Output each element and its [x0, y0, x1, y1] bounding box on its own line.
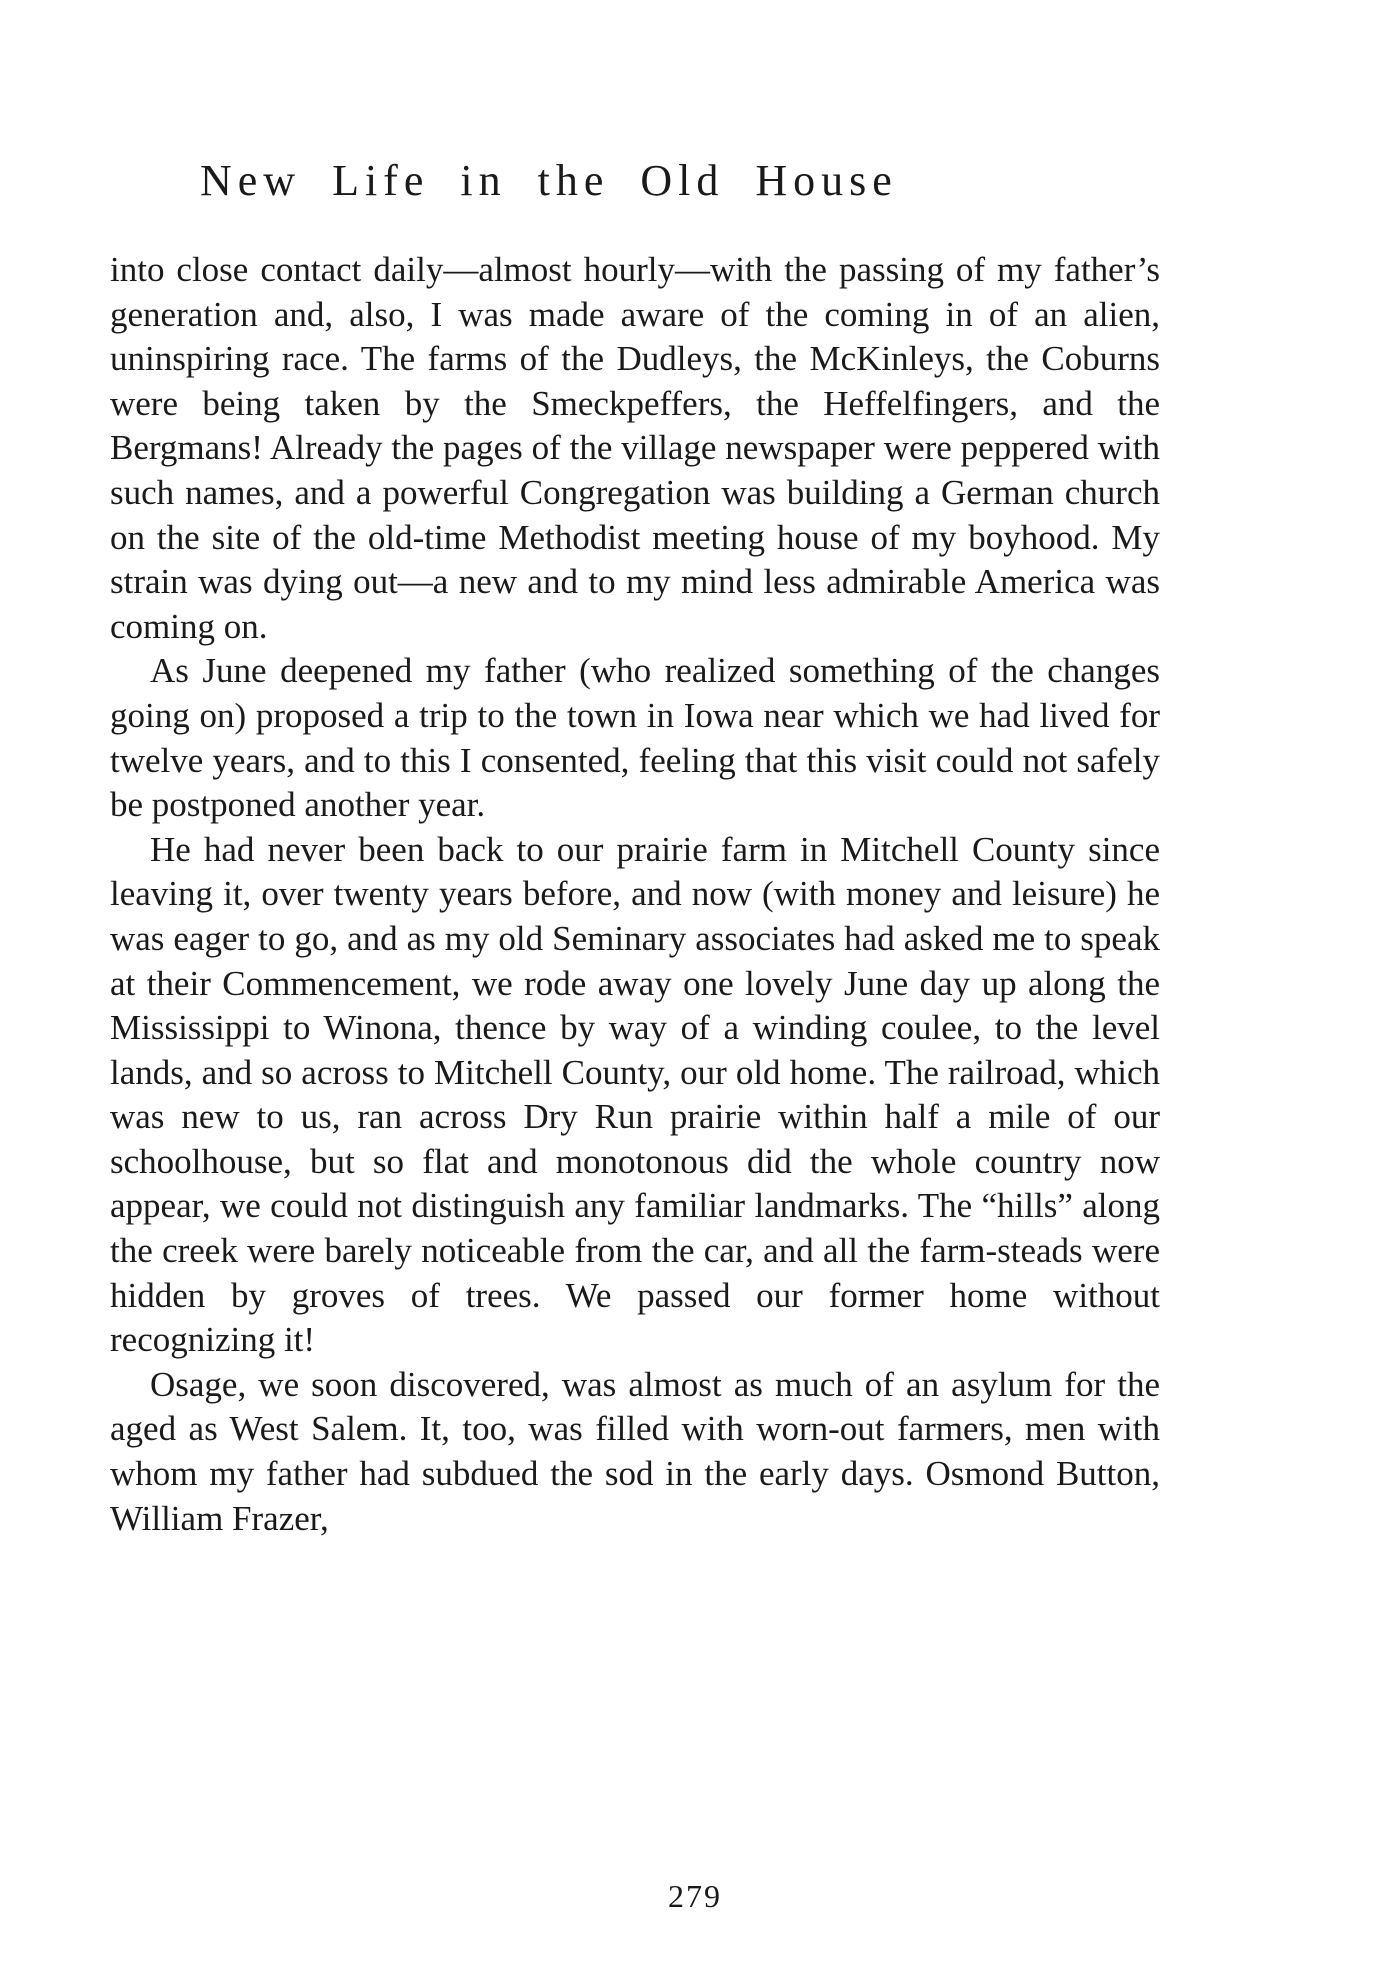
paragraph-3: He had never been back to our prairie farm in Mitchell County since leaving it, over twenty years before, and now (with money and leisure) he was eager to go, and as my old Seminary associates had asked me to speak at their Commencement, we rode away one lovely June day up along the Mississippi to Winona, thence by way of a winding coulee, to the level lands, and so across to Mitchell County, our old home. The railroad, which was new to us, ran across Dry Run prairie within half a mile of our schoolhouse, but so flat and monotonous did the whole country now appear, we could not distinguish any familiar landmarks. The “hills” along the creek were barely noticeable from the car, and all the farm-steads were hidden by groves of trees. We passed our former home without recognizing it! [110, 829, 1160, 1360]
page-number: 279 [668, 1878, 722, 1914]
body-text [110, 248, 1160, 1541]
paragraph-4: Osage, we soon discovered, was almost as much of an asylum for the aged as West Salem. It, too, was filled with worn-out farmers, men with whom my father had subdued the sod in the early days. Osmond Button, William Frazer, [110, 1364, 1160, 1538]
paragraph-1: into close contact daily—almost hourly—with the passing of my father’s generation and, also, I was made aware of the coming in of an alien, uninspiring race. The farms of the Dudleys, the McKinleys, the Coburns were being taken by the Smeckpeffers, the Heffelfingers, and the Bergmans! Already the pages of the village newspaper were peppered with such names, and a powerful Congregation was building a German church on the site of the old-time Methodist meeting house of my boyhood. My strain was dying out—a new and to my mind less admirable America was coming on. [110, 250, 1160, 646]
running-head: New Life in the Old House [200, 156, 898, 205]
paragraph-2: As June deepened my father (who realized something of the changes going on) proposed a trip to the town in Iowa near which we had lived for twelve years, and to this I consented, feeling that this visit could not safely be postponed another year. [110, 651, 1160, 825]
